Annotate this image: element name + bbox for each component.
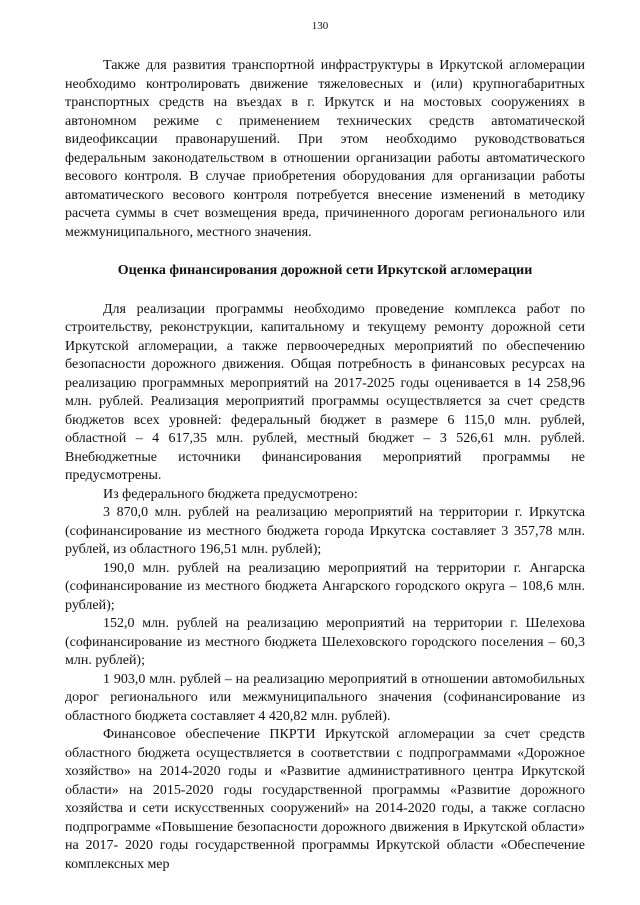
paragraph-angarsk-funding: 190,0 млн. рублей на реализацию мероприятий на территории г. Ангарска (софинансирование из местного бюджета Ангарского городского округа – 108,6 млн. рублей); xyxy=(65,560,585,613)
section-heading: Оценка финансирования дорожной сети Иркутской агломерации xyxy=(117,263,533,278)
page-number: 130 xyxy=(311,20,329,32)
paragraph-regional-roads-funding: 1 903,0 млн. рублей – на реализацию мероприятий в отношении автомобильных дорог регионального или межмуниципального значения (софинансирование из областного бюджета составляет 4 420,82 млн. рублей). xyxy=(65,671,585,724)
paragraph-shelekhov-funding: 152,0 млн. рублей на реализацию мероприятий на территории г. Шелехова (софинансирование из местного бюджета Шелеховского городского поселения – 60,3 млн. рублей); xyxy=(65,616,585,668)
paragraph-irkutsk-funding: 3 870,0 млн. рублей на реализацию мероприятий на территории г. Иркутска (софинансирование из местного бюджета города Иркутска составляет 3 357,78 млн. рублей, из областного 196,51 млн. рублей); xyxy=(65,505,585,557)
paragraph-funding-overview: Для реализации программы необходимо проведение комплекса работ по строительству, реконструкции, капитальному и текущему ремонту дорожной сети Иркутской агломерации, а также первоочередных мероприятий по обеспечению безопасности дорожного движения. Общая потребность в финансовых ресурсах на реализацию программных мероприятий на 2017-2025 годы оценивается в 14 258,96 млн. рублей. Реализация мероприятий программы осуществляется за счет средств бюджетов всех уровней: федеральный бюджет в размере 6 115,0 млн. рублей, областной – 4 617,35 млн. рублей, местный бюджет – 3 526,61 млн. рублей. Внебюджетные источники финансирования мероприятий программы не предусмотрены. xyxy=(65,301,585,483)
paragraph-weight-control: Также для развития транспортной инфраструктуры в Иркутской агломерации необходимо контролировать движение тяжеловесных и (или) крупногабаритных транспортных средств на въездах в г. Иркутск и на мостовых сооружениях в автономном режиме с применением технических средств автоматической видеофиксации правонарушений. При этом необходимо руководствоваться федеральным законодательством в отношении организации работы автоматического весового контроля. В случае приобретения оборудования для организации работы автоматического весового контроля потребуется внесение изменений в методику расчета суммы в счет возмещения вреда, причиненного дорогам регионального или межмуниципального, местного значения. xyxy=(65,58,585,240)
paragraph-regional-budget-programs: Финансовое обеспечение ПКРТИ Иркутской агломерации за счет средств областного бюджета осуществляется в соответствии с подпрограммами «Дорожное хозяйство» на 2014-2020 годы и «Развитие административного центра Иркутской области» на 2015-2020 годы государственной программы «Развитие дорожного хозяйства и сети искусственных сооружений» на 2014-2020 годы, а также согласно подпрограмме «Повышение безопасности дорожного движения в Иркутской области» на 2017- 2020 годы государственной программы Иркутской области «Обеспечение комплексных мер xyxy=(65,727,585,872)
document-body xyxy=(65,57,585,874)
paragraph-federal-intro: Из федерального бюджета предусмотрено: xyxy=(103,486,358,502)
